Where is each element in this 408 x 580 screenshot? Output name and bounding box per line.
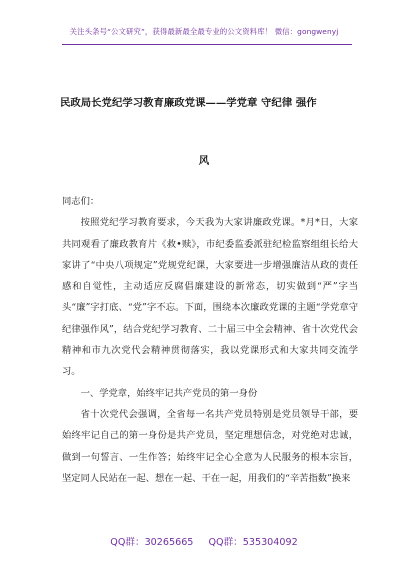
page-footer <box>0 534 408 548</box>
page-header-banner: 关注头条号“公文研究”，获得最新最全最专业的公文资料库！ 微信：gongwenyj <box>69 27 339 36</box>
footer-qq-group-1: QQ群：30265665 <box>110 537 194 548</box>
section-heading: 一、学党章，始终牢记共产党员的第一身份 <box>80 387 258 399</box>
document-body <box>62 191 358 489</box>
footer-qq-group-2: QQ群：535304092 <box>208 537 298 548</box>
paragraph: 按照党纪学习教育要求，今天我为大家讲廉政党课。*月*日，大家共同观看了廉政教育片《救•赎》，市纪委监委派驻纪检监察组组长给大家讲了“中央八项规定”党规党纪课，大家要进一步增强廉洁从政的责任感和自觉性，主动适应反腐倡廉建设的新常态，切实做到“严”字当头“廉”字打底、“党”字不忘。下面，围绕本次廉政党课的主题“学党章守纪律强作风”，结合党纪学习教育、二十届三中全会精神、省十次党代会精神和市九次党代会精神贯彻落实，我以党课形式和大家共同交流学习。 <box>62 217 358 378</box>
document-title: 民政局长党纪学习教育廉政党课——学党章 守纪律 强作 <box>60 97 317 109</box>
paragraph: 省十次党代会强调，全省每一名共产党员特别是党员领导干部，要始终牢记自己的第一身份是共产党员，坚定理想信念，对党绝对忠诚，做到一句誓言、一生作答；始终牢记全心全意为人民服务的根本宗旨，坚定同人民站在一起、想在一起、干在一起，用我们的“辛苦指数”换来 <box>62 408 358 484</box>
greeting: 同志们： <box>62 196 100 207</box>
header-divider <box>62 44 352 45</box>
document-title-continued: 风 <box>198 155 210 167</box>
